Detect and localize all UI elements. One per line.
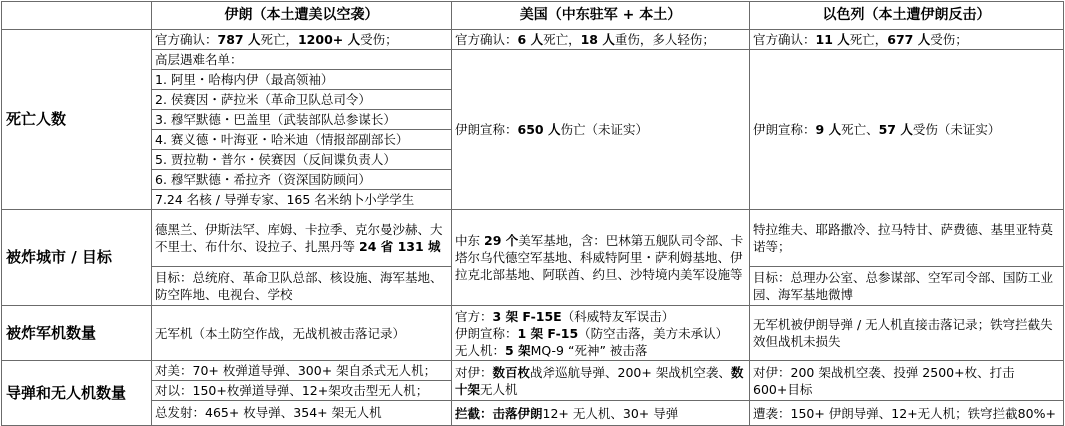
iran-deaths-last: 7.24 名核 / 导弹专家、165 名米纳卜小学学生 [152, 190, 452, 210]
usa-cities: 中东 29 个美军基地，含：巴林第五舰队司令部、卡塔尔乌代德空军基地、科威特阿里・萨利姆基地、伊拉克北部基地、阿联酋、约旦、沙特境内美军设施等 [452, 210, 750, 306]
iran-missiles-total: 总发射：465+ 枚导弹、354+ 架无人机 [152, 401, 452, 426]
row-label-aircraft: 被炸军机数量 [2, 306, 152, 361]
iran-deaths-name-1: 1. 阿里・哈梅内伊（最高领袖） [152, 70, 452, 90]
iran-targets: 目标：总统府、革命卫队总部、核设施、海军基地、防空阵地、电视台、学校 [152, 267, 452, 306]
iran-deaths-name-5: 5. 贾拉勒・普尔・侯赛因（反间谍负责人） [152, 150, 452, 170]
comparison-table [1, 1, 1064, 426]
iran-missiles-to-israel: 对以：150+枚弹道导弹、12+架攻击型无人机； [152, 381, 452, 401]
israel-deaths-official: 官方确认：11 人死亡，677 人受伤； [750, 30, 1064, 50]
iran-missiles-to-usa: 对美：70+ 枚弹道导弹、300+ 架自杀式无人机； [152, 361, 452, 381]
israel-aircraft: 无军机被伊朗导弹 / 无人机直接击落记录；铁穹拦截失效但战机未损失 [750, 306, 1064, 361]
iran-deaths-list-title: 高层遇难名单： [152, 50, 452, 70]
iran-deaths-official: 官方确认：787 人死亡，1200+ 人受伤； [152, 30, 452, 50]
header-row [2, 2, 1064, 30]
usa-aircraft-drones: 无人机：5 架MQ-9 “死神” 被击落 [455, 342, 648, 358]
iran-deaths-name-6: 6. 穆罕默德・希拉齐（资深国防顾问） [152, 170, 452, 190]
header-iran: 伊朗（本土遭美以空袭） [152, 2, 452, 30]
row-label-deaths: 死亡人数 [2, 30, 152, 210]
usa-missiles-intercept: 拦截：击落伊朗12+ 无人机、30+ 导弹 [452, 401, 750, 426]
israel-cities: 特拉维夫、耶路撒冷、拉马特甘、萨费德、基里亚特莫诺等； [750, 210, 1064, 267]
header-israel: 以色列（本土遭伊朗反击） [750, 2, 1064, 30]
usa-aircraft [452, 306, 750, 361]
iran-deaths-name-3: 3. 穆罕默德・巴盖里（武装部队总参谋长） [152, 110, 452, 130]
israel-targets: 目标：总理办公室、总参谋部、空军司令部、国防工业园、海军基地微博 [750, 267, 1064, 306]
iran-deaths-name-2: 2. 侯赛因・萨拉米（革命卫队总司令） [152, 90, 452, 110]
iran-deaths-name-4: 4. 赛义德・叶海亚・哈米迪（情报部副部长） [152, 130, 452, 150]
row-label-cities: 被炸城市 / 目标 [2, 210, 152, 306]
israel-deaths-claim: 伊朗宣称：9 人死亡、57 人受伤（未证实） [750, 50, 1064, 210]
usa-aircraft-claim: 伊朗宣称：1 架 F-15（防空击落，美方未承认） [455, 325, 729, 341]
iran-cities: 德黑兰、伊斯法罕、库姆、卡拉季、克尔曼沙赫、大不里士、布什尔、设拉子、扎黑丹等 24 省 131 城 [152, 210, 452, 267]
usa-aircraft-official: 官方：3 架 F-15E（科威特友军误击） [455, 308, 675, 324]
usa-missiles-attack: 对伊：数百枚战斧巡航导弹、200+ 架战机空袭、数十架无人机 [452, 361, 750, 401]
israel-missiles-received: 遭袭：150+ 伊朗导弹、12+无人机；铁穹拦截80%+ [750, 401, 1064, 426]
usa-deaths-claim: 伊朗宣称：650 人伤亡（未证实） [452, 50, 750, 210]
row-label-missiles: 导弹和无人机数量 [2, 361, 152, 426]
iran-aircraft: 无军机（本土防空作战，无战机被击落记录） [152, 306, 452, 361]
usa-deaths-official: 官方确认：6 人死亡，18 人重伤，多人轻伤； [452, 30, 750, 50]
header-blank [2, 2, 152, 30]
israel-missiles-attack: 对伊：200 架战机空袭、投弹 2500+枚、打击600+目标 [750, 361, 1064, 401]
header-usa: 美国（中东驻军 + 本土） [452, 2, 750, 30]
